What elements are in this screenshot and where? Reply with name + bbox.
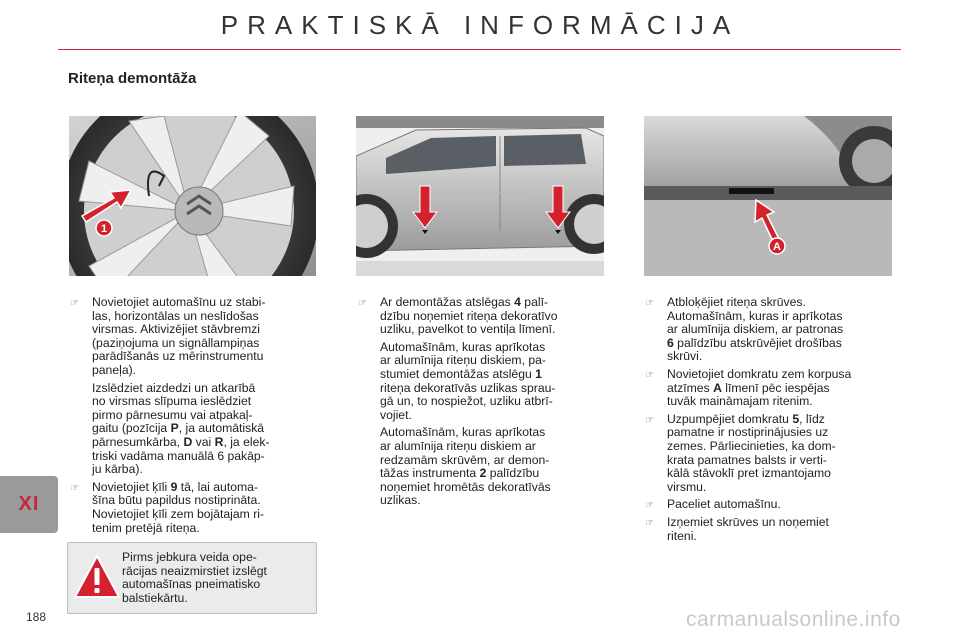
text-line: šīna būtu papildus nostiprināta.: [92, 493, 261, 508]
text-line: las, horizontālas un neslīdošas: [92, 308, 259, 323]
text-line: automašīnas pneimatisko: [122, 577, 261, 592]
text-line: Novietojiet ķīli zem bojātajam ri-: [92, 506, 265, 521]
text-line: tuvāk maināmajam ritenim.: [667, 394, 813, 409]
text-line: noņemiet hromētās dekoratīvās: [380, 479, 551, 494]
paragraph: [355, 426, 605, 508]
marker-badge-a: [769, 238, 785, 254]
sill-jack-point-photo: [644, 116, 892, 276]
paragraph: [67, 382, 317, 477]
text-line: redzamām skrūvēm, ar demon-: [380, 452, 550, 467]
text-line: riteņa dekoratīvās uzlikas sprau-: [380, 380, 556, 395]
chapter-tab: [0, 476, 58, 533]
list-item: [355, 296, 605, 337]
text-line: no virsmas slīpuma ieslēdziet: [92, 394, 252, 409]
instructions-column-right: [642, 296, 892, 547]
list-item: [642, 498, 892, 512]
text-line: Automašīnām, kuras aprīkotas: [380, 425, 546, 440]
warning-text: [122, 551, 310, 605]
list-item: [67, 296, 317, 378]
list-item: [642, 516, 892, 543]
text-line: atzīmes A līmenī pēc iespējas: [667, 380, 830, 395]
text-line: skrūvi.: [667, 349, 703, 364]
section-title: Riteņa demontāža: [68, 70, 197, 87]
text-line: dzību noņemiet riteņa dekoratīvo: [380, 308, 558, 323]
text-line: ju kārba).: [92, 462, 143, 477]
text-line: ar alumīnija riteņu diskiem, pa-: [380, 353, 546, 368]
text-line: virsmas. Aktivizējiet stāvbremzi: [92, 322, 260, 337]
car-side-photo: [356, 116, 604, 276]
warning-triangle-icon: [73, 553, 121, 601]
chapter-label: XI: [18, 493, 40, 515]
text-line: parādīšanās uz mērinstrumentu: [92, 349, 264, 364]
text-line: paneļa).: [92, 362, 137, 377]
list-item: [642, 296, 892, 364]
text-line: kālā stāvoklī pret izmantojamo: [667, 466, 831, 481]
pointing-hand-icon: ☞: [645, 517, 654, 529]
text-line: Atbloķējiet riteņa skrūves.: [667, 295, 806, 309]
text-line: rācijas neaizmirstiet izslēgt: [122, 563, 267, 578]
text-line: (paziņojuma un signāllampiņas: [92, 335, 260, 350]
text-line: zemes. Pārliecinieties, ka dom-: [667, 438, 836, 453]
watermark: carmanualsonline.info: [686, 608, 901, 631]
text-line: uzliku, pavelkot to ventiļa līmenī.: [380, 322, 556, 337]
pointing-hand-icon: ☞: [645, 369, 654, 381]
pointing-hand-icon: ☞: [645, 500, 654, 512]
list-item: [642, 368, 892, 409]
text-line: pārnesumkārba, D vai R, ja elek-: [92, 434, 270, 449]
marker-badge-1: [96, 220, 112, 236]
text-line: triski vadāma manuālā 6 pakāp-: [92, 448, 265, 463]
page-number: 188: [26, 610, 47, 624]
text-line: pamatne ir nostiprinājusies uz: [667, 425, 829, 440]
instructions-column-left: [67, 296, 317, 539]
text-line: riteni.: [667, 528, 697, 543]
text-line: stumiet demontāžas atslēgu 1: [380, 366, 542, 381]
text-line: virsmu.: [667, 479, 707, 494]
svg-text:1: 1: [100, 223, 108, 235]
wheel-photo: [69, 116, 316, 276]
text-line: Automašīnām, kuras ir aprīkotas: [667, 308, 843, 323]
text-line: Automašīnām, kuras aprīkotas: [380, 339, 546, 354]
text-line: ar alumīnija riteņu diskiem ar: [380, 438, 536, 453]
text-line: tāžas instrumenta 2 palīdzību: [380, 466, 540, 481]
text-line: krata pamatnes balsts ir verti-: [667, 452, 827, 467]
warning-box: [67, 542, 317, 614]
text-line: Izslēdziet aizdedzi un atkarībā: [92, 380, 256, 395]
text-line: Novietojiet automašīnu uz stabi-: [92, 295, 266, 309]
text-line: vojiet.: [380, 407, 412, 422]
page-header-title: PRAKTISKĀ INFORMĀCIJA: [220, 10, 740, 40]
text-line: 6 palīdzību atskrūvējiet drošības: [667, 335, 842, 350]
text-line: Uzpumpējiet domkratu 5, līdz: [667, 411, 825, 426]
pointing-hand-icon: ☞: [645, 414, 654, 426]
pointing-hand-icon: ☞: [70, 482, 79, 494]
pointing-hand-icon: ☞: [358, 298, 367, 309]
text-line: uzlikas.: [380, 493, 421, 508]
list-item: [642, 413, 892, 495]
text-line: tenim pretējā riteņa.: [92, 520, 200, 535]
text-line: gaitu (pozīcija P, ja automātiskā: [92, 421, 265, 436]
paragraph: [355, 341, 605, 423]
svg-text:A: A: [773, 241, 781, 253]
text-line: gā un, to nospiežot, uzliku atbrī-: [380, 394, 553, 409]
text-line: Izņemiet skrūves un noņemiet: [667, 514, 829, 529]
text-line: pirmo pārnesumu vai atpakaļ-: [92, 407, 253, 422]
pointing-hand-icon: ☞: [645, 298, 654, 309]
text-line: balstiekārtu.: [122, 590, 188, 605]
text-line: Novietojiet domkratu zem korpusa: [667, 366, 852, 381]
header-divider: [58, 49, 901, 50]
pointing-hand-icon: ☞: [70, 298, 79, 309]
list-item: [67, 481, 317, 535]
instructions-column-middle: [355, 296, 605, 512]
text-line: Paceliet automašīnu.: [667, 497, 781, 512]
text-line: ar alumīnija diskiem, ar patronas: [667, 322, 844, 337]
text-line: Pirms jebkura veida ope-: [122, 550, 257, 564]
text-line: Novietojiet ķīli 9 tā, lai automa-: [92, 479, 258, 494]
text-line: Ar demontāžas atslēgas 4 palī-: [380, 295, 549, 309]
